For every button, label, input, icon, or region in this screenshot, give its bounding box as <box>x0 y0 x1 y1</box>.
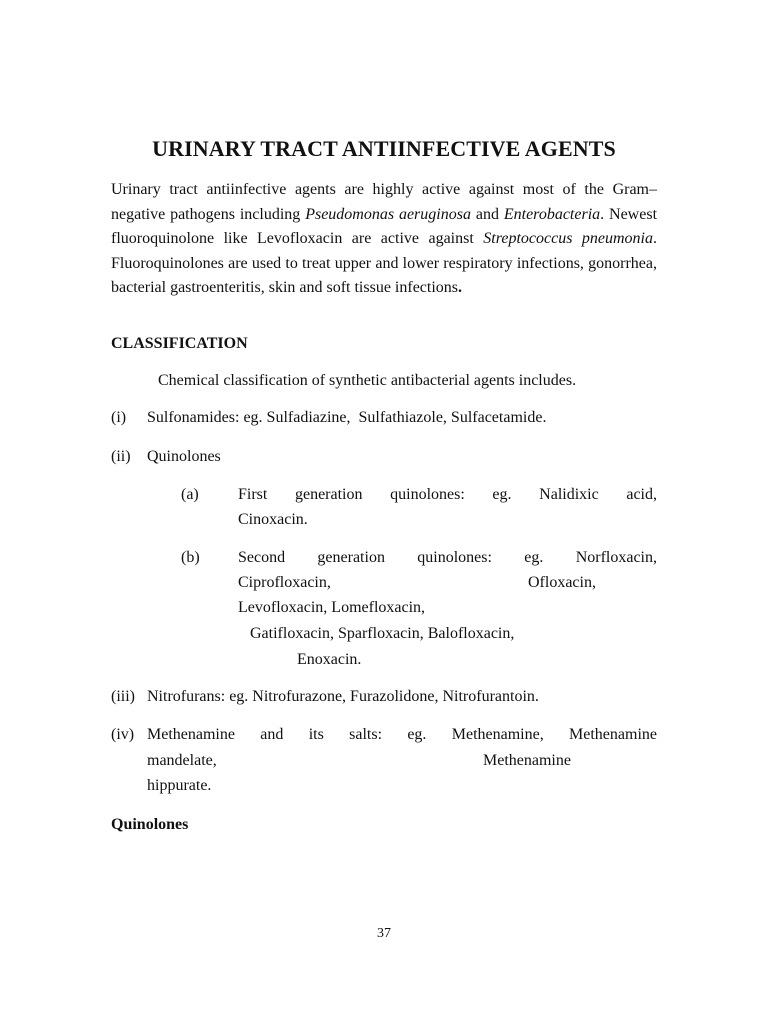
intro-paragraph <box>111 178 657 301</box>
item-i-marker: (i) <box>111 409 127 426</box>
classification-intro: Chemical classification of synthetic antibacterial agents includes. <box>158 372 577 389</box>
item-ii-text: Quinolones <box>147 448 221 465</box>
item-ii-b-line2a: Ciprofloxacin, <box>238 574 331 591</box>
intro-text-5: . <box>458 279 463 297</box>
intro-text-2: and <box>470 205 504 223</box>
item-ii-b-line2b: Ofloxacin, <box>528 574 596 591</box>
intro-italic-pseudomonas: Pseudomonas aeruginosa <box>305 205 471 223</box>
intro-italic-enterobacteria: Enterobacteria <box>503 205 601 223</box>
intro-text-3: . Newest fluoroquinolone like Levofloxacin are active against <box>111 205 658 248</box>
item-iv-marker: (iv) <box>111 726 135 743</box>
item-iv-line3: hippurate. <box>147 777 212 794</box>
item-ii-marker: (ii) <box>111 448 131 465</box>
item-ii-a-line1: First generation quinolones: eg. Nalidixic acid, <box>238 486 657 503</box>
classification-heading: CLASSIFICATION <box>111 335 248 352</box>
item-iv-line2b: Methenamine <box>483 752 571 769</box>
item-iii-text: Nitrofurans: eg. Nitrofurazone, Furazolidone, Nitrofurantoin. <box>147 688 539 705</box>
page-title: URINARY TRACT ANTIINFECTIVE AGENTS <box>152 136 616 161</box>
item-iv-line2a: mandelate, <box>147 752 217 769</box>
item-ii-b-line3: Levofloxacin, Lomefloxacin, <box>238 599 426 616</box>
page-number: 37 <box>377 926 391 941</box>
intro-text-1: Urinary tract antiinfective agents are highly active against most of the Gram–negative pathogens including <box>111 181 657 223</box>
item-ii-b-line5: Enoxacin. <box>297 651 362 668</box>
intro-italic-streptococcus: Streptococcus pneumonia <box>483 230 653 248</box>
item-iv-line1: Methenamine and its salts: eg. Methenamine, Methenamine <box>147 726 657 743</box>
item-ii-b-marker: (b) <box>181 549 200 566</box>
item-ii-a-line2: Cinoxacin. <box>238 511 308 528</box>
item-ii-b-line4: Gatifloxacin, Sparfloxacin, Balofloxacin, <box>250 625 515 642</box>
item-i-text: Sulfonamides: eg. Sulfadiazine, Sulfathiazole, Sulfacetamide. <box>147 409 547 426</box>
quinolones-heading: Quinolones <box>111 816 189 833</box>
intro-text-4: . Fluoroquinolones are used to treat upper and lower respiratory infections, gonorrhea, bacterial gastroenteritis, skin and soft tissue infections <box>111 230 657 297</box>
item-ii-b-line1: Second generation quinolones: eg. Norfloxacin, <box>238 549 657 566</box>
item-iii-marker: (iii) <box>111 688 135 705</box>
item-ii-a-marker: (a) <box>181 486 199 503</box>
